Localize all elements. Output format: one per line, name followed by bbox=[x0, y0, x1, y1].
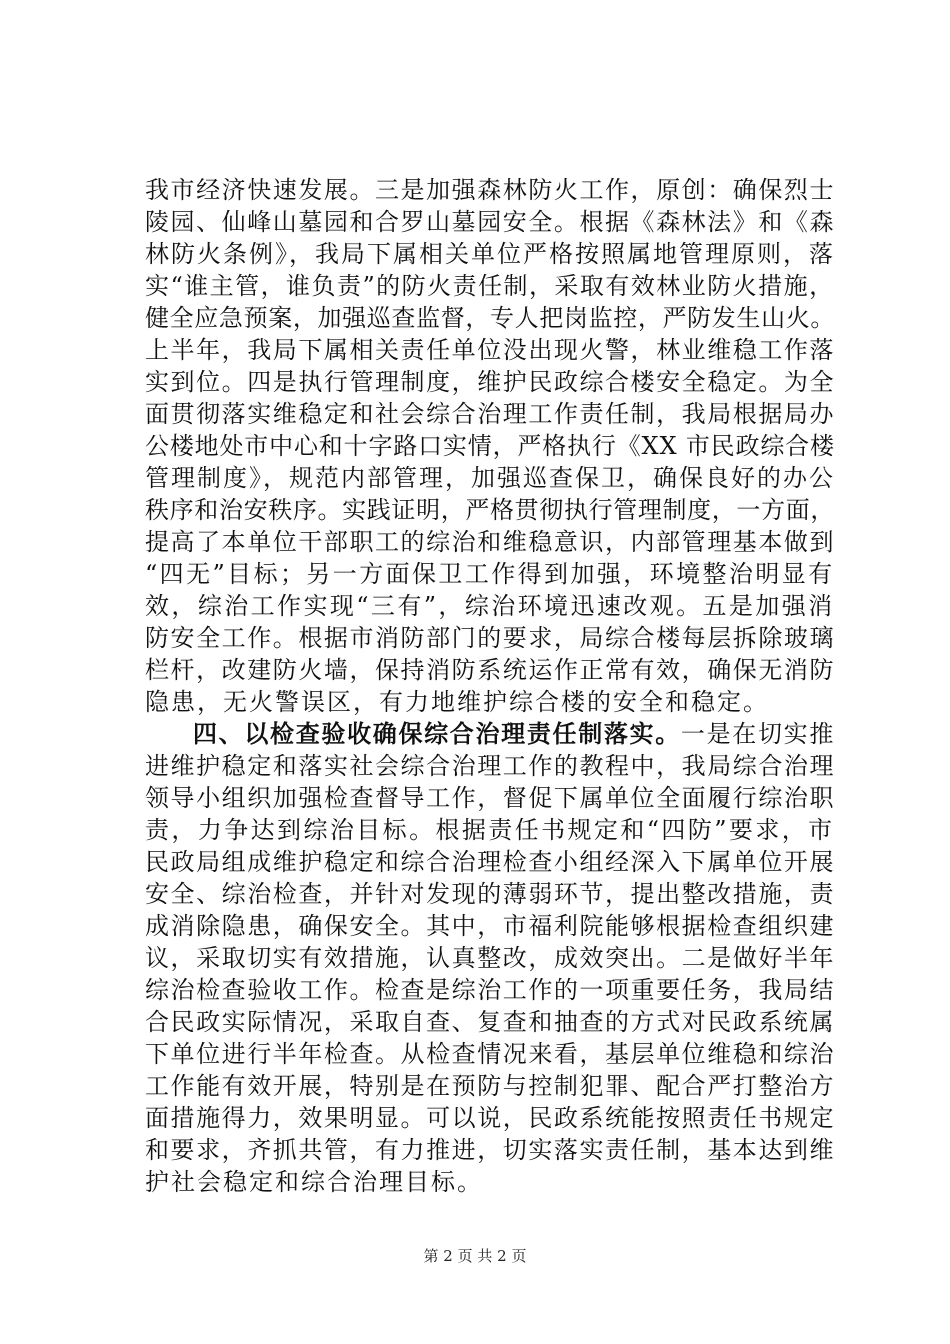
body-line: 工作能有效开展，特别是在预防与控制犯罪、配合严打整治方 bbox=[145, 1072, 835, 1100]
section-first-line-text: 一是在切实推 bbox=[680, 720, 836, 748]
body-line: 安全、综治检查，并针对发现的薄弱环节，提出整改措施，责 bbox=[145, 880, 835, 908]
body-line: 民政局组成维护稳定和综合治理检查小组经深入下属单位开展 bbox=[145, 848, 835, 876]
body-line: 面措施得力，效果明显。可以说，民政系统能按照责任书规定 bbox=[145, 1104, 835, 1132]
body-line: 林防火条例》，我局下属相关单位严格按照属地管理原则，落 bbox=[145, 240, 835, 268]
body-line: 提高了本单位干部职工的综治和维稳意识，内部管理基本做到 bbox=[145, 528, 835, 556]
section-first-line bbox=[145, 718, 835, 750]
body-line: 责，力争达到综治目标。根据责任书规定和“四防”要求，市 bbox=[145, 816, 835, 844]
body-line: 和要求，齐抓共管，有力推进，切实落实责任制，基本达到维 bbox=[145, 1136, 835, 1164]
body-line: 进维护稳定和落实社会综合治理工作的教程中，我局综合治理 bbox=[145, 752, 835, 780]
body-line: 成消除隐患，确保安全。其中，市福利院能够根据检查组织建 bbox=[145, 912, 835, 940]
body-line: 栏杆，改建防火墙，保持消防系统运作正常有效，确保无消防 bbox=[145, 656, 835, 684]
body-line: 公楼地处市中心和十字路口实情，严格执行《XX 市民政综合楼 bbox=[145, 432, 835, 460]
body-line: 议，采取切实有效措施，认真整改，成效突出。二是做好半年 bbox=[145, 944, 835, 972]
body-line: 上半年，我局下属相关责任单位没出现火警，林业维稳工作落 bbox=[145, 336, 835, 364]
body-line: 领导小组织加强检查督导工作，督促下属单位全面履行综治职 bbox=[145, 784, 835, 812]
body-line: 效，综治工作实现“三有”，综治环境迅速改观。五是加强消 bbox=[145, 592, 835, 620]
body-line: 面贯彻落实维稳定和社会综合治理工作责任制，我局根据局办 bbox=[145, 400, 835, 428]
section-heading: 四、以检查验收确保综合治理责任制落实。 bbox=[193, 720, 681, 748]
body-line: 下单位进行半年检查。从检查情况来看，基层单位维稳和综治 bbox=[145, 1040, 835, 1068]
body-line: 实“谁主管，谁负责”的防火责任制，采取有效林业防火措施， bbox=[145, 272, 835, 300]
body-line: 合民政实际情况，采取自查、复查和抽查的方式对民政系统属 bbox=[145, 1008, 835, 1036]
body-line: 实到位。四是执行管理制度，维护民政综合楼安全稳定。为全 bbox=[145, 368, 835, 396]
body-line: 陵园、仙峰山墓园和合罗山墓园安全。根据《森林法》和《森 bbox=[145, 208, 835, 236]
body-line: 管理制度》，规范内部管理，加强巡查保卫，确保良好的办公 bbox=[145, 464, 835, 492]
document-body bbox=[145, 174, 835, 1198]
body-line: 健全应急预案，加强巡查监督，专人把岗监控，严防发生山火。 bbox=[145, 304, 835, 332]
body-line: 护社会稳定和综合治理目标。 bbox=[145, 1168, 483, 1196]
body-line: 隐患，无火警误区，有力地维护综合楼的安全和稳定。 bbox=[145, 688, 769, 716]
page-footer: 第 2 页 共 2 页 bbox=[423, 1247, 527, 1265]
body-line: “四无”目标；另一方面保卫工作得到加强，环境整治明显有 bbox=[145, 560, 835, 588]
body-line: 秩序和治安秩序。实践证明，严格贯彻执行管理制度，一方面， bbox=[145, 496, 835, 524]
body-line: 综治检查验收工作。检查是综治工作的一项重要任务，我局结 bbox=[145, 976, 835, 1004]
body-line: 防安全工作。根据市消防部门的要求，局综合楼每层拆除玻璃 bbox=[145, 624, 835, 652]
body-line: 我市经济快速发展。三是加强森林防火工作，原创：确保烈士 bbox=[145, 176, 835, 204]
